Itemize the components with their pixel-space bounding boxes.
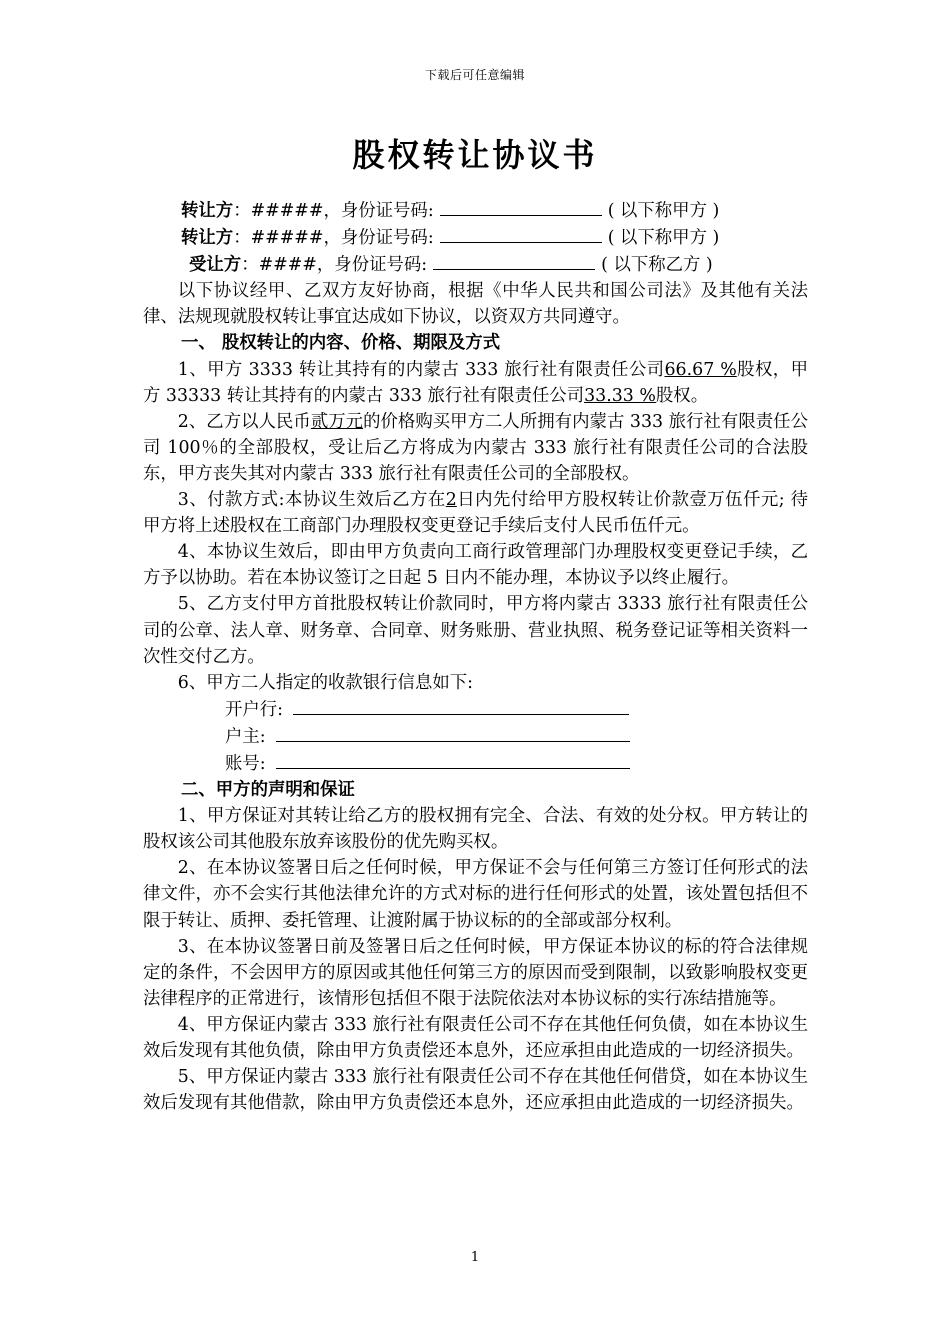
clause-2-4: 4、甲方保证内蒙古 333 旅行社有限责任公司不存在其他任何负债，如在本协议生效后发现有其他负债，除由甲方负责偿还本息外，还应承担由此造成的一切经济损失。: [143, 1014, 808, 1061]
clause-text: 股权。: [655, 385, 709, 406]
party-role: 受让方: [189, 255, 242, 276]
page-number: 1: [470, 1250, 480, 1265]
account-holder-field: [276, 723, 630, 742]
party-transferor-1: 转让方：#####，身份证号码: ( 以下称甲方 ): [143, 197, 808, 224]
bank-name-field: [293, 696, 629, 715]
id-number-field: [440, 197, 602, 216]
bank-name-row: [143, 696, 808, 723]
price-amount: 贰万元: [310, 411, 364, 432]
party-name: #####: [250, 201, 324, 221]
document-body: [143, 197, 808, 1116]
clause-text: 日内先付给甲方股权转让价款壹万伍仟元; 待甲方将上述股权在工商部门办理股权变更登记手续后支付人民币伍仟元。: [143, 490, 809, 537]
id-label: 身份证号码:: [334, 255, 428, 276]
party-name: ####: [258, 255, 317, 276]
clause-1-4: 4、本协议生效后，即由甲方负责向工商行政管理部门办理股权变更登记手续，乙方予以协助。若在本协议签订之日起 5 日内不能办理，本协议予以终止履行。: [143, 542, 808, 589]
id-label: 身份证号码:: [340, 228, 434, 249]
id-label: 身份证号码:: [340, 201, 434, 221]
payment-days: 2: [445, 490, 457, 511]
clause-2-3: 3、在本协议签署日前及签署日后之任何时候，甲方保证本协议的标的符合法律规定的条件，不会因甲方的原因或其他任何第三方的原因而受到限制，以致影响股权变更法律程序的正常进行，该情形包括但不限于法院依法对本协议标的实行冻结措施等。: [143, 936, 808, 1009]
document-title: 股权转让协议书: [352, 136, 598, 174]
account-number-row: [143, 750, 808, 777]
section-2-heading: 二、甲方的声明和保证: [181, 780, 355, 801]
id-number-field: [433, 251, 595, 270]
clause-text: 股权，甲方 33333 转让其持有的内蒙古 333 旅行社有限责任公司: [143, 359, 808, 406]
intro-paragraph: 以下协议经甲、乙双方友好协商，根据《中华人民共和国公司法》及其他有关法律、法规现就股权转让事宜达成如下协议，以资双方共同遵守。: [143, 281, 808, 328]
share-percent-1: 66.67 %: [664, 359, 737, 380]
clause-1-2: [143, 409, 808, 487]
clause-text: 1、甲方 3333 转让其持有的内蒙古 333 旅行社有限责任公司: [177, 359, 665, 380]
clause-1-5: 5、乙方支付甲方首批股权转让价款同时，甲方将内蒙古 3333 旅行社有限责任公司的公章、法人章、财务章、合同章、财务账册、营业执照、税务登记证等相关资料一次性交付乙方。: [143, 594, 808, 667]
section-1-heading: 一、 股权转让的内容、价格、期限及方式: [181, 333, 501, 354]
clause-1-1: [143, 357, 808, 409]
party-role: 转让方: [181, 201, 234, 221]
clause-text: 的价格购买甲方二人所拥有内蒙古 333 旅行社有限责任公司 100％的全部股权，受让后乙方将成为内蒙古 333 旅行社有限责任公司的合法股东，甲方丧失其对内蒙古 333 旅行社有限责任公司的全部股权。: [143, 411, 808, 484]
page-header: 下载后可任意编辑: [424, 68, 525, 82]
clause-1-3: [143, 487, 808, 539]
party-alias: ( 以下称甲方 ): [607, 201, 720, 221]
account-number-field: [276, 750, 630, 769]
clause-2-1: 1、甲方保证对其转让给乙方的股权拥有完全、合法、有效的处分权。甲方转让的股权该公司其他股东放弃该股份的优先购买权。: [143, 806, 808, 853]
clause-2-2: 2、在本协议签署日后之任何时候，甲方保证不会与任何第三方签订任何形式的法律文件，亦不会实行其他法律允许的方式对标的进行任何形式的处置，该处置包括但不限于转让、质押、委托管理、让渡附属于协议标的的全部或部分权利。: [143, 858, 808, 931]
party-transferee: 受让方：####，身份证号码: ( 以下称乙方 ): [143, 251, 808, 278]
clause-2-5: 5、甲方保证内蒙古 333 旅行社有限责任公司不存在其他任何借贷，如在本协议生效后发现有其他借款，除由甲方负责偿还本息外，还应承担由此造成的一切经济损失。: [143, 1067, 808, 1114]
party-alias: ( 以下称乙方 ): [601, 255, 713, 276]
clause-text: 2、乙方以人民币: [177, 411, 311, 432]
party-role: 转让方: [181, 228, 234, 249]
party-transferor-2: 转让方：#####，身份证号码: ( 以下称甲方 ): [143, 224, 808, 251]
clause-1-6: 6、甲方二人指定的收款银行信息如下:: [177, 672, 473, 693]
share-percent-2: 33.33 %: [584, 385, 656, 406]
bank-name-label: 开户行:: [225, 699, 284, 720]
party-alias: ( 以下称甲方 ): [607, 228, 720, 249]
id-number-field: [440, 224, 602, 243]
account-holder-row: [143, 723, 808, 750]
account-holder-label: 户主:: [225, 726, 266, 747]
account-number-label: 账号:: [225, 753, 266, 774]
party-name: #####: [250, 228, 324, 249]
clause-text: 3、付款方式:本协议生效后乙方在: [177, 490, 446, 511]
